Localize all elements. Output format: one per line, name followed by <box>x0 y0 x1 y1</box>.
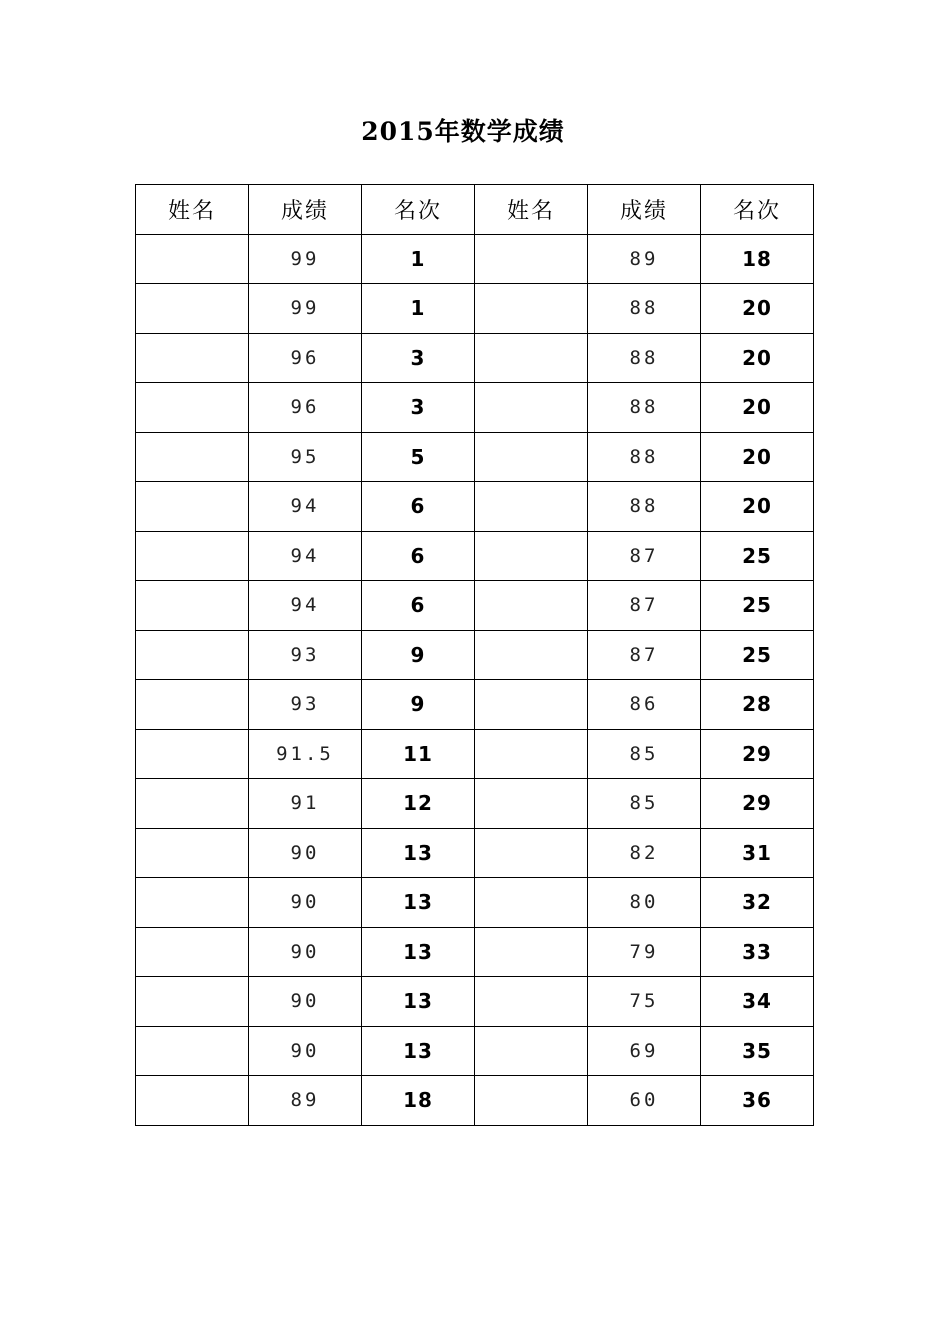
rank-cell: 13 <box>362 878 475 928</box>
student-name-cell <box>136 284 249 334</box>
score-cell: 80 <box>588 878 701 928</box>
rank-cell: 3 <box>362 333 475 383</box>
student-name-cell <box>475 333 588 383</box>
score-cell: 85 <box>588 779 701 829</box>
table-row <box>136 482 814 532</box>
student-name-cell <box>475 927 588 977</box>
student-name-cell <box>475 432 588 482</box>
rank-cell: 20 <box>701 333 814 383</box>
student-name-cell <box>136 1026 249 1076</box>
score-cell: 93 <box>249 630 362 680</box>
score-cell: 90 <box>249 828 362 878</box>
rank-cell: 11 <box>362 729 475 779</box>
score-cell: 90 <box>249 1026 362 1076</box>
student-name-cell <box>136 927 249 977</box>
student-name-cell <box>475 234 588 284</box>
table-row <box>136 828 814 878</box>
score-cell: 69 <box>588 1026 701 1076</box>
table-body <box>136 234 814 1125</box>
rank-cell: 25 <box>701 630 814 680</box>
score-cell: 79 <box>588 927 701 977</box>
table-row <box>136 284 814 334</box>
score-cell: 91.5 <box>249 729 362 779</box>
rank-cell: 13 <box>362 1026 475 1076</box>
table-row <box>136 927 814 977</box>
score-cell: 99 <box>249 234 362 284</box>
rank-cell: 18 <box>701 234 814 284</box>
rank-cell: 13 <box>362 828 475 878</box>
rank-cell: 34 <box>701 977 814 1027</box>
score-cell: 88 <box>588 284 701 334</box>
score-cell: 85 <box>588 729 701 779</box>
score-cell: 87 <box>588 531 701 581</box>
header-rank-left: 名次 <box>362 185 475 235</box>
score-cell: 90 <box>249 977 362 1027</box>
table-row <box>136 630 814 680</box>
rank-cell: 9 <box>362 630 475 680</box>
header-name-right: 姓名 <box>475 185 588 235</box>
rank-cell: 13 <box>362 977 475 1027</box>
table-row <box>136 1076 814 1126</box>
student-name-cell <box>475 878 588 928</box>
rank-cell: 29 <box>701 779 814 829</box>
score-cell: 88 <box>588 383 701 433</box>
student-name-cell <box>475 630 588 680</box>
student-name-cell <box>136 234 249 284</box>
rank-cell: 35 <box>701 1026 814 1076</box>
student-name-cell <box>136 432 249 482</box>
score-table <box>135 184 814 1126</box>
student-name-cell <box>475 581 588 631</box>
table-row <box>136 581 814 631</box>
score-cell: 87 <box>588 581 701 631</box>
rank-cell: 25 <box>701 581 814 631</box>
student-name-cell <box>136 828 249 878</box>
student-name-cell <box>136 1076 249 1126</box>
score-cell: 60 <box>588 1076 701 1126</box>
score-cell: 94 <box>249 531 362 581</box>
rank-cell: 3 <box>362 383 475 433</box>
table-row <box>136 779 814 829</box>
rank-cell: 32 <box>701 878 814 928</box>
rank-cell: 36 <box>701 1076 814 1126</box>
score-cell: 82 <box>588 828 701 878</box>
rank-cell: 33 <box>701 927 814 977</box>
rank-cell: 5 <box>362 432 475 482</box>
rank-cell: 18 <box>362 1076 475 1126</box>
score-cell: 93 <box>249 680 362 730</box>
score-cell: 91 <box>249 779 362 829</box>
table-row <box>136 432 814 482</box>
page-title: 2015年数学成绩 <box>361 117 565 146</box>
rank-cell: 6 <box>362 531 475 581</box>
score-cell: 94 <box>249 482 362 532</box>
student-name-cell <box>136 333 249 383</box>
student-name-cell <box>136 531 249 581</box>
rank-cell: 12 <box>362 779 475 829</box>
score-cell: 89 <box>249 1076 362 1126</box>
student-name-cell <box>475 779 588 829</box>
score-cell: 95 <box>249 432 362 482</box>
score-cell: 90 <box>249 927 362 977</box>
student-name-cell <box>136 482 249 532</box>
rank-cell: 28 <box>701 680 814 730</box>
rank-cell: 20 <box>701 432 814 482</box>
rank-cell: 20 <box>701 482 814 532</box>
rank-cell: 9 <box>362 680 475 730</box>
score-cell: 75 <box>588 977 701 1027</box>
header-score-right: 成绩 <box>588 185 701 235</box>
score-cell: 88 <box>588 482 701 532</box>
student-name-cell <box>475 680 588 730</box>
student-name-cell <box>475 284 588 334</box>
student-name-cell <box>136 630 249 680</box>
table-row <box>136 383 814 433</box>
student-name-cell <box>475 729 588 779</box>
score-cell: 99 <box>249 284 362 334</box>
score-cell: 96 <box>249 383 362 433</box>
score-cell: 89 <box>588 234 701 284</box>
table-row <box>136 729 814 779</box>
score-cell: 96 <box>249 333 362 383</box>
student-name-cell <box>475 977 588 1027</box>
table-row <box>136 1026 814 1076</box>
score-cell: 88 <box>588 432 701 482</box>
table-header-row <box>136 185 814 235</box>
student-name-cell <box>136 729 249 779</box>
rank-cell: 31 <box>701 828 814 878</box>
rank-cell: 20 <box>701 284 814 334</box>
student-name-cell <box>475 383 588 433</box>
table-row <box>136 234 814 284</box>
table-row <box>136 977 814 1027</box>
student-name-cell <box>136 878 249 928</box>
rank-cell: 1 <box>362 284 475 334</box>
student-name-cell <box>475 482 588 532</box>
student-name-cell <box>475 1026 588 1076</box>
rank-cell: 20 <box>701 383 814 433</box>
rank-cell: 6 <box>362 482 475 532</box>
score-cell: 90 <box>249 878 362 928</box>
student-name-cell <box>475 828 588 878</box>
rank-cell: 6 <box>362 581 475 631</box>
header-name-left: 姓名 <box>136 185 249 235</box>
student-name-cell <box>475 1076 588 1126</box>
student-name-cell <box>136 581 249 631</box>
rank-cell: 25 <box>701 531 814 581</box>
student-name-cell <box>475 531 588 581</box>
score-cell: 87 <box>588 630 701 680</box>
table-row <box>136 878 814 928</box>
rank-cell: 29 <box>701 729 814 779</box>
header-rank-right: 名次 <box>701 185 814 235</box>
score-cell: 88 <box>588 333 701 383</box>
student-name-cell <box>136 383 249 433</box>
header-score-left: 成绩 <box>249 185 362 235</box>
score-cell: 94 <box>249 581 362 631</box>
student-name-cell <box>136 680 249 730</box>
student-name-cell <box>136 779 249 829</box>
rank-cell: 1 <box>362 234 475 284</box>
student-name-cell <box>136 977 249 1027</box>
score-cell: 86 <box>588 680 701 730</box>
table-row <box>136 680 814 730</box>
rank-cell: 13 <box>362 927 475 977</box>
table-row <box>136 531 814 581</box>
table-row <box>136 333 814 383</box>
